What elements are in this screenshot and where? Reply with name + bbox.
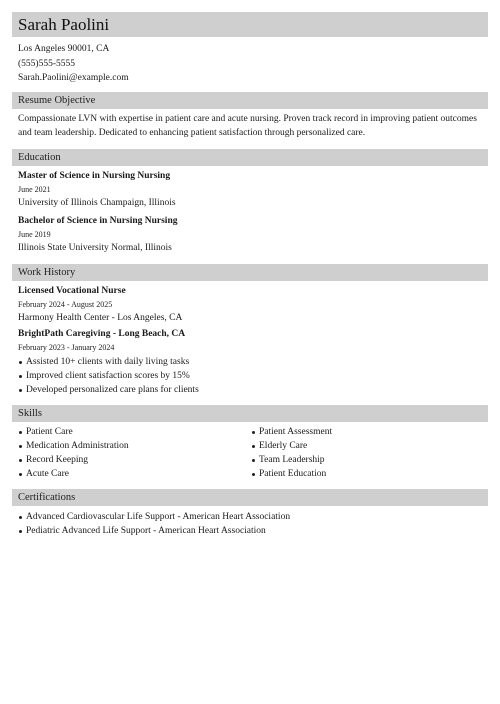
contact-phone: (555)555-5555	[18, 58, 75, 69]
school: Illinois State University Normal, Illinois	[18, 242, 172, 253]
job-role: BrightPath Caregiving - Long Beach, CA	[18, 328, 186, 339]
education-entry	[18, 214, 484, 256]
list-item: Improved client satisfaction scores by 15%	[18, 369, 484, 383]
section-title: Resume Objective	[18, 94, 96, 106]
list-item: Advanced Cardiovascular Life Support - American Heart Association	[18, 510, 484, 524]
section-header-objective	[12, 92, 488, 109]
degree: Master of Science in Nursing Nursing	[18, 170, 171, 181]
section-header-certifications	[12, 489, 488, 506]
skills-column-left	[18, 425, 251, 481]
list-item: Elderly Care	[251, 439, 484, 453]
list-item: Patient Education	[251, 467, 484, 481]
contact-block	[12, 42, 488, 86]
name-header	[12, 12, 488, 37]
job-bullets	[18, 355, 484, 397]
list-item: Team Leadership	[251, 453, 484, 467]
list-item: Developed personalized care plans for clients	[18, 383, 484, 397]
section-title: Work History	[18, 266, 76, 278]
certifications-bullets	[18, 510, 484, 538]
candidate-name: Sarah Paolini	[18, 14, 110, 34]
section-title: Skills	[18, 407, 42, 419]
section-header-education	[12, 149, 488, 166]
education-list	[12, 169, 488, 256]
objective-text: Compassionate LVN with expertise in patient care and acute nursing. Proven track record in improving patient outcomes and team leadership. Dedicated to enhancing patient satisfaction through personalized care.	[18, 113, 477, 138]
list-item: Assisted 10+ clients with daily living tasks	[18, 355, 484, 369]
certifications-list	[12, 510, 488, 538]
list-item: Patient Care	[18, 425, 251, 439]
list-item: Record Keeping	[18, 453, 251, 467]
job-role: Licensed Vocational Nurse	[18, 285, 126, 296]
list-item: Medication Administration	[18, 439, 251, 453]
school: University of Illinois Champaign, Illinois	[18, 197, 176, 208]
list-item: Patient Assessment	[251, 425, 484, 439]
skills-list	[12, 425, 488, 481]
contact-email: Sarah.Paolini@example.com	[18, 73, 129, 83]
job-date: February 2023 - January 2024	[18, 342, 115, 352]
contact-address: Los Angeles 90001, CA	[18, 44, 110, 54]
skills-column-right	[251, 425, 484, 481]
education-date: June 2019	[18, 229, 51, 239]
job-org: Harmony Health Center - Los Angeles, CA	[18, 312, 183, 323]
list-item: Pediatric Advanced Life Support - American Heart Association	[18, 524, 484, 538]
education-date: June 2021	[18, 184, 51, 194]
work-list	[12, 284, 488, 397]
list-item: Acute Care	[18, 467, 251, 481]
section-header-skills	[12, 405, 488, 422]
job-date: February 2024 - August 2025	[18, 299, 113, 309]
work-entry	[18, 284, 484, 326]
section-header-work	[12, 264, 488, 281]
section-title: Certifications	[18, 491, 76, 503]
section-title: Education	[18, 151, 61, 163]
education-entry	[18, 169, 484, 211]
resume-page	[12, 12, 488, 538]
work-entry	[18, 327, 484, 397]
degree: Bachelor of Science in Nursing Nursing	[18, 215, 178, 226]
